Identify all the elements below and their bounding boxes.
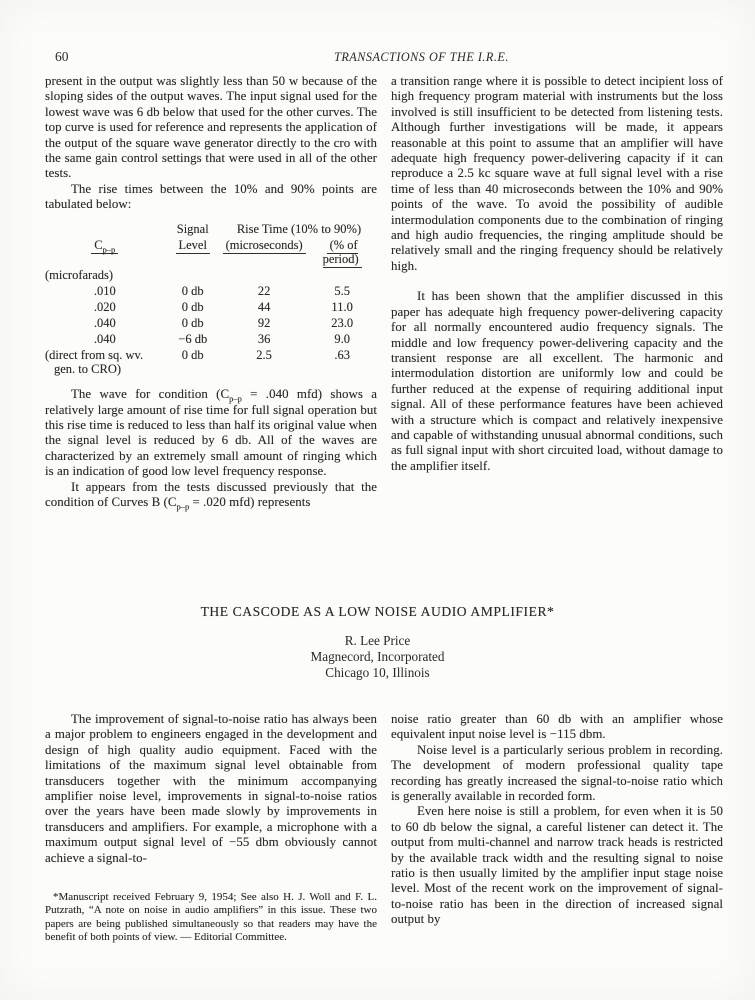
table-row-direct [45,347,377,377]
table-header-row-1 [45,222,377,238]
article-author: R. Lee Price [344,633,411,648]
unit-label: (microfarads) [45,267,114,282]
table-header-row-2 [45,237,377,267]
paragraph-rise-times-intro: The rise times between the 10% and 90% points are tabulated below: [45,181,377,212]
paragraph-noise-level: Noise level is a particularly serious problem in recording. The development of modern professional quality tape recording has greatly increased the signal-to-noise ratio which is generally available in recorded form. [391,742,723,804]
article-location: Chicago 10, Illinois [325,664,430,680]
cell-direct-label: (direct from sq. wv. gen. to CRO) [45,347,144,377]
paragraph-noise-ratio: noise ratio greater than 60 db with an amplifier whose equivalent input noise level is −115 dbm. [391,712,723,742]
page-number: 60 [55,49,69,64]
table-row [45,299,377,315]
article-title-block [0,604,755,680]
cell-microseconds: 2.5 [256,347,272,362]
table-row [45,331,377,347]
paragraph-even-here-noise: Even here noise is still a problem, for even when it is 50 to 60 db below the signal, a careful listener can detect it. The output from multi-channel and narrow track heads is restricted by the available track width and the resulting signal to noise ratio is then usually limited by the amplifier input stage noise level. Most of the recent work on the improvement of signal-to-noise ratio has been in the direction of increased signal output by [391,804,723,927]
header-cpp: $C_{p-p}$ [45,237,165,267]
paragraph-wave-condition: The wave for condition ($C_{p-p} = .040$ mfd) shows a relatively large amount of rise time for full signal operation but this rise time is reduced to less than half its original value when the signal level is reduced by 6 db. All of the waves are characterized by an extremely small amount of ringing which is an indication of good low level frequency response. [45,387,377,479]
paragraph-amplifier-summary: It has been shown that the amplifier discussed in this paper has adequate high frequency power-delivering capacity for all normally encountered audio frequency signals. The middle and low frequency power-delivering capacity and the transient response are all excellent. The harmonic and intermodulation distortion are uniformly low and could be further reduced at the expense of requiring additional input signal. All of these performance features have been achieved with a structure which is compact and relatively inexpensive and capable of withstanding unusual abnormal conditions, such as full signal input with short circuited load, without damage to the amplifier itself. [391,289,723,473]
cell-level: −6 db [178,331,208,346]
cell-percent: 9.0 [334,331,350,346]
header-rise-time: Rise Time (10% to 90%) [236,222,362,237]
cell-cpp: .040 [93,331,116,346]
right-column [391,712,723,944]
paragraph-snr-improvement: The improvement of signal-to-noise ratio has always been a major problem to engineers engaged in the development and design of high quality audio equipment. Faced with the limitations of the maximum signal level obtainable from transducers together with the minimum accompanying amplifier noise level, improvements in signal-to-noise ratios over the years have been made slowly by improvements in transducers and amplifiers. For example, a microphone with a maximum output signal level of −55 dbm obviously cannot achieve a signal-to- [45,712,377,865]
running-header [0,49,755,67]
cell-microseconds: 44 [257,299,271,314]
paragraph-output-waves: present in the output was slightly less than 50 w because of the sloping sides of the output waves. The input signal used for the lowest wave was 6 db below that used for the other curves. The top curve is used for reference and represents the application of the output of the square wave generator directly to the cro with the same gain control settings that were used in all of the other tests. [45,74,377,181]
cell-level: 0 db [181,299,204,314]
manuscript-footnote: *Manuscript received February 9, 1954; See also H. J. Woll and F. L. Putzrath, “A note on noise in audio amplifiers” in this issue. These two papers are being published simultaneously so that readers may have the benefit of both points of view. — Editorial Committee. [45,891,377,943]
header-microseconds: (microseconds) [221,237,307,267]
paragraph-transition-range: a transition range where it is possible to detect incipient loss of high frequency program material with instruments but the loss involved is still insufficient to be detected from listening tests. Although further investigations will be made, it appears reasonable at this point to assume that an amplifier will have adequate high frequency power-delivering capacity if it can reproduce a 2.5 kc square wave at full signal level with a rise time of less than 40 microseconds between the 10% and 90% points of the wave. To avoid the possibility of audible intermodulation components due to the combination of ringing and high audio frequencies, the ringing amplitude should be relatively small and the ringing frequency should be relatively high. [391,74,723,273]
cell-percent: 23.0 [331,315,354,330]
cell-cpp: .020 [93,299,116,314]
article-affiliation: Magnecord, Incorporated [310,649,445,664]
cell-microseconds: 22 [257,283,271,298]
left-column [45,74,377,510]
table-row [45,283,377,299]
cell-microseconds: 92 [257,315,271,330]
new-article-section [45,712,723,944]
cell-level: 0 db [181,283,204,298]
header-level: Level [165,237,221,267]
cell-microseconds: 36 [257,331,271,346]
article-title: THE CASCODE AS A LOW NOISE AUDIO AMPLIFIER* [200,604,555,619]
cell-percent: .63 [334,347,350,362]
paragraph-curves-b: It appears from the tests discussed previously that the condition of Curves B ($C_{p-p} = .020$ mfd) represents [45,479,377,512]
cell-cpp: .040 [93,315,116,330]
rise-time-table [45,222,377,378]
left-column [45,712,377,944]
cell-percent: 11.0 [331,299,353,314]
cell-level: 0 db [181,315,204,330]
cell-cpp: .010 [93,283,116,298]
header-percent: (% of period) [307,237,377,267]
right-column [391,74,723,510]
table-row [45,315,377,331]
table-unit-row [45,267,377,283]
previous-article-section [45,74,723,510]
cell-level: 0 db [181,347,204,362]
header-signal: Signal [176,222,209,237]
running-title: TRANSACTIONS OF THE I.R.E. [334,50,509,64]
cell-percent: 5.5 [334,283,350,298]
